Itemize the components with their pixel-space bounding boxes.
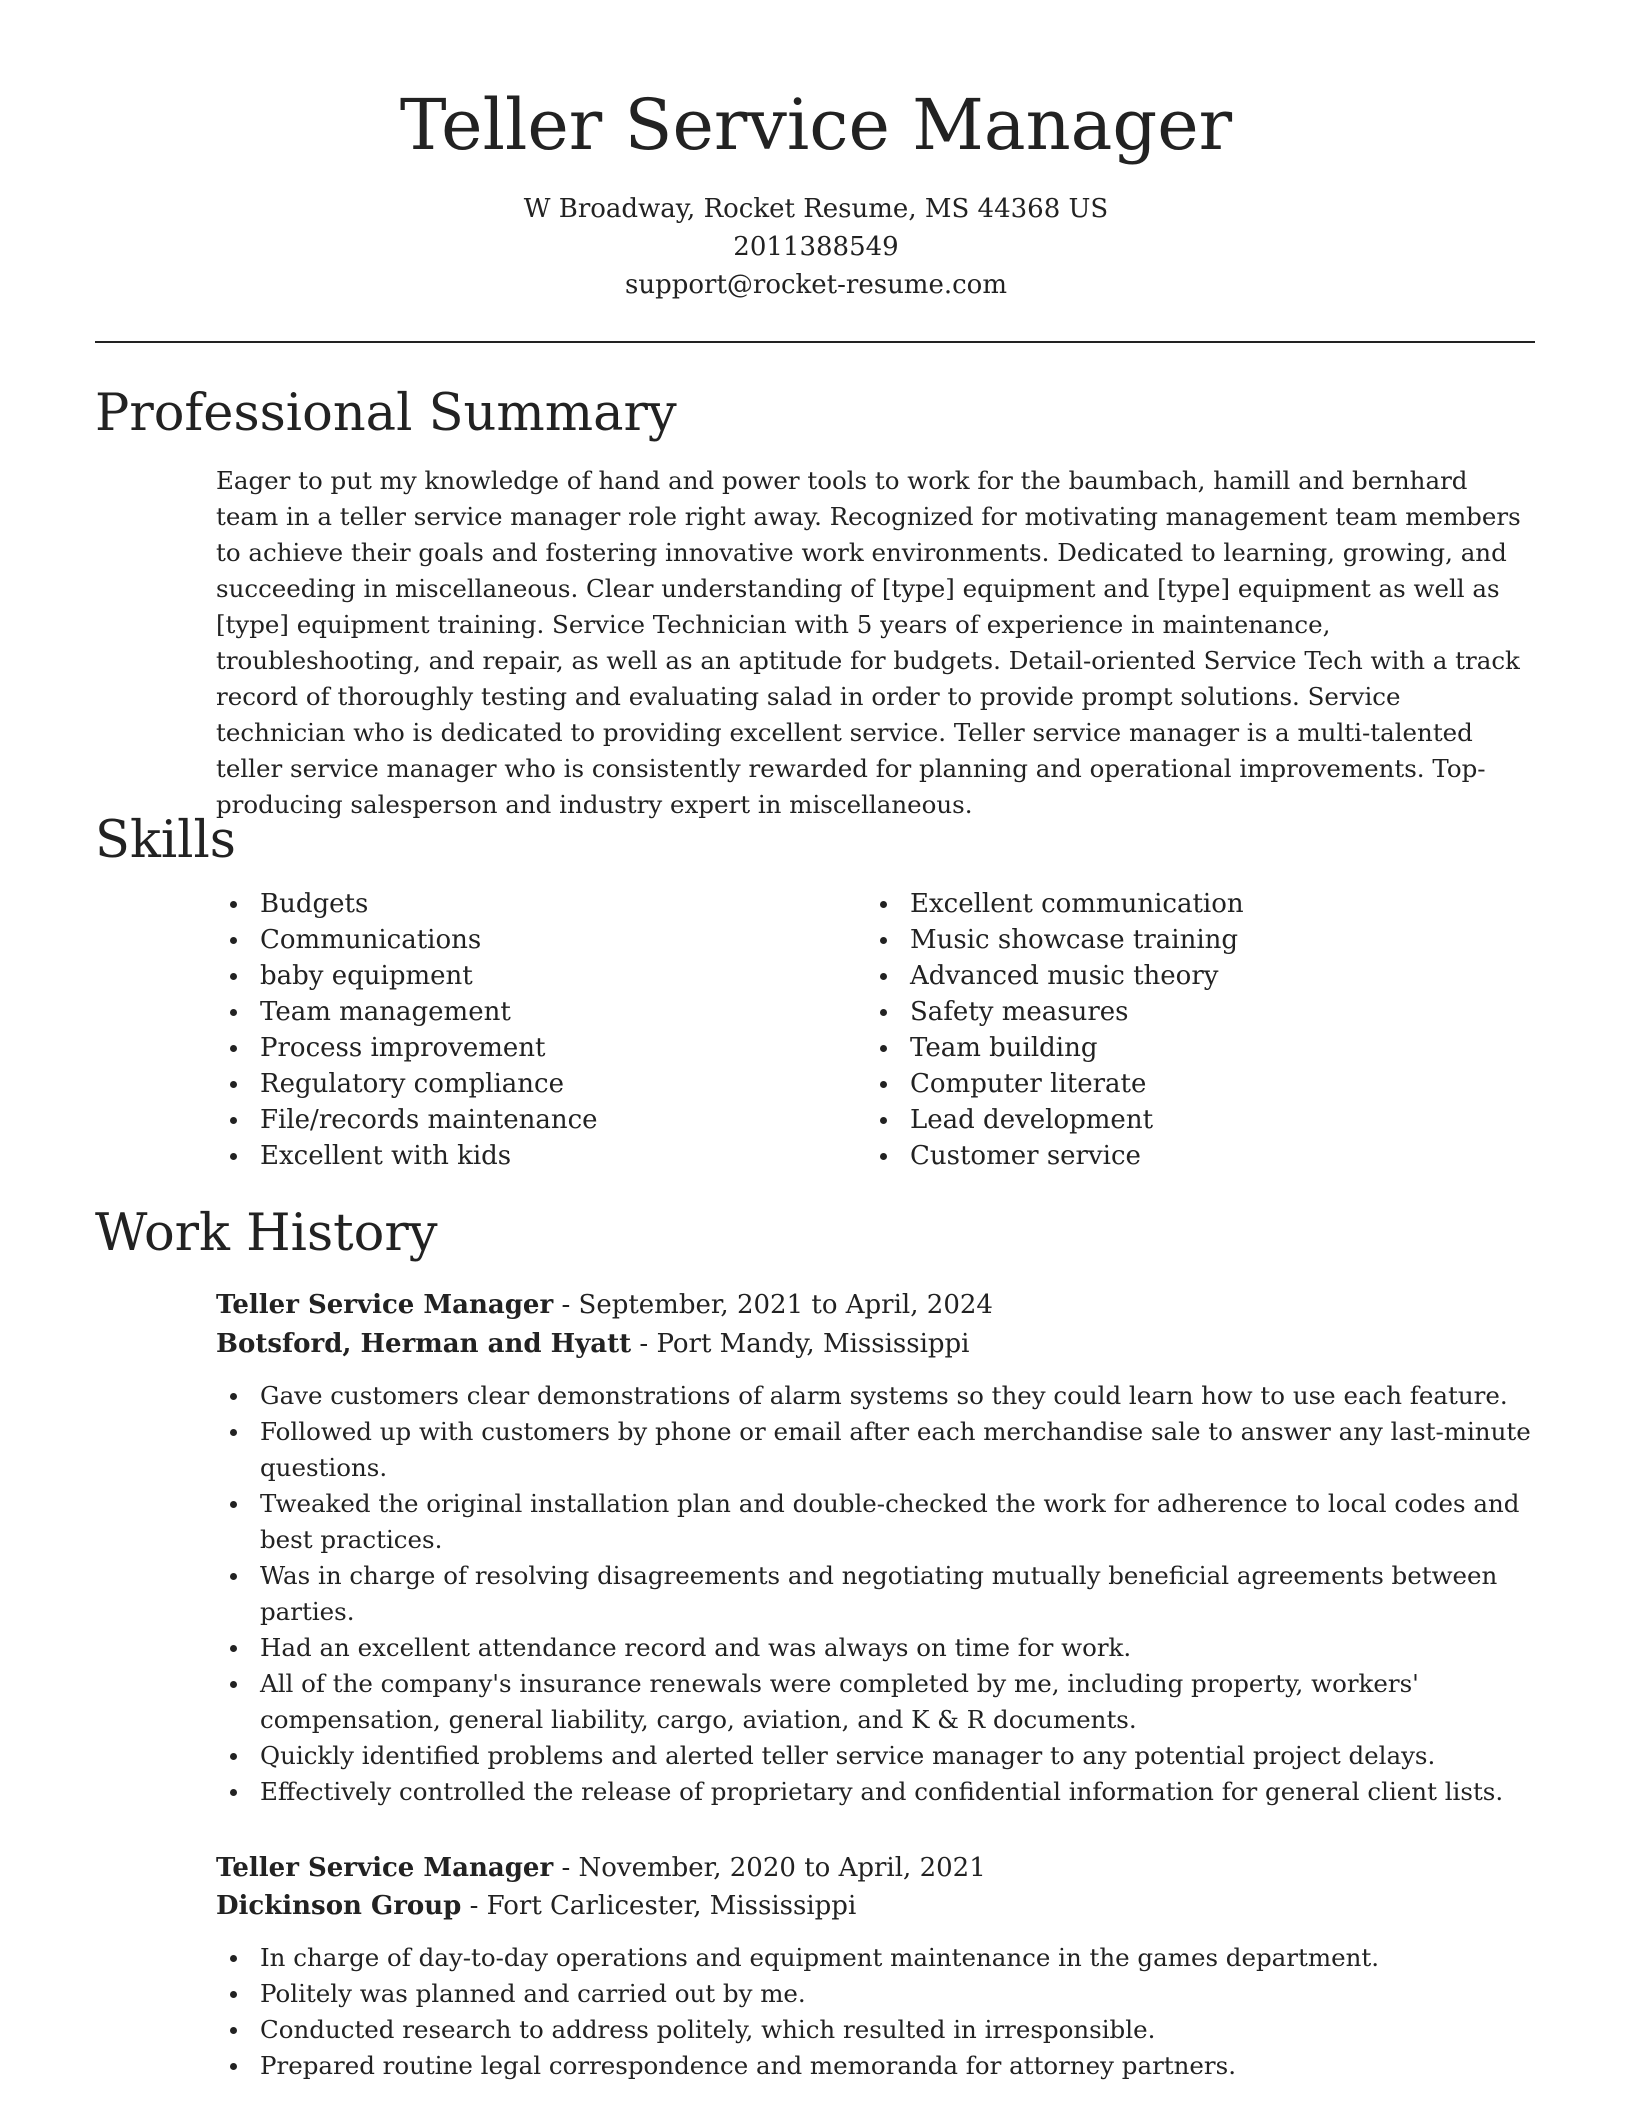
skill-item: Advanced music theory xyxy=(866,958,1244,994)
responsibility-item: Had an excellent attendance record and was always on time for work. xyxy=(216,1630,1536,1666)
contact-email: support@rocket-resume.com xyxy=(624,270,1007,300)
summary-heading: Professional Summary xyxy=(95,384,677,443)
header-divider xyxy=(95,341,1535,343)
job-title-line xyxy=(216,1285,993,1325)
responsibility-item: Was in charge of resolving disagreements and negotiating mutually beneficial agreements between parties. xyxy=(216,1558,1536,1630)
skill-item: File/records maintenance xyxy=(216,1102,598,1138)
candidate-name: Teller Service Manager xyxy=(399,84,1233,166)
skill-item: Budgets xyxy=(216,886,598,922)
responsibility-item: In charge of day-to-day operations and equipment maintenance in the games department. xyxy=(216,1940,1536,1976)
responsibility-item: Effectively controlled the release of proprietary and confidential information for general client lists. xyxy=(216,1774,1536,1810)
skills-list-right xyxy=(866,886,1244,1174)
skills-list-left xyxy=(216,886,598,1174)
skill-item: Lead development xyxy=(866,1102,1244,1138)
responsibility-item: Gave customers clear demonstrations of alarm systems so they could learn how to use each feature. xyxy=(216,1378,1536,1414)
responsibility-item: Followed up with customers by phone or email after each merchandise sale to answer any last-minute questions. xyxy=(216,1414,1536,1486)
responsibility-item: All of the company's insurance renewals were completed by me, including property, workers' compensation, general liability, cargo, aviation, and K & R documents. xyxy=(216,1666,1536,1738)
skill-item: baby equipment xyxy=(216,958,598,994)
job-company-line xyxy=(216,1324,970,1364)
contact-phone: 2011388549 xyxy=(733,232,899,262)
job-company: Botsford, Herman and Hyatt xyxy=(216,1329,632,1359)
skill-item: Computer literate xyxy=(866,1066,1244,1102)
skill-item: Excellent communication xyxy=(866,886,1244,922)
responsibility-item: Prepared routine legal correspondence and memoranda for attorney partners. xyxy=(216,2048,1536,2084)
responsibility-item: Conducted research to address politely, which resulted in irresponsible. xyxy=(216,2012,1536,2048)
skill-item: Team management xyxy=(216,994,598,1030)
job-dates: - November, 2020 to April, 2021 xyxy=(553,1853,986,1883)
job-dates: - September, 2021 to April, 2024 xyxy=(553,1290,993,1320)
work-history-heading: Work History xyxy=(95,1204,438,1263)
responsibility-item: Tweaked the original installation plan and double-checked the work for adherence to local codes and best practices. xyxy=(216,1486,1536,1558)
skills-heading: Skills xyxy=(95,811,236,870)
skill-item: Process improvement xyxy=(216,1030,598,1066)
job-company-line xyxy=(216,1886,856,1926)
skill-item: Team building xyxy=(866,1030,1244,1066)
job-role: Teller Service Manager xyxy=(216,1290,554,1320)
job-responsibilities xyxy=(216,1378,1536,1810)
skill-item: Music showcase training xyxy=(866,922,1244,958)
contact-address: W Broadway, Rocket Resume, MS 44368 US xyxy=(523,194,1109,224)
skill-item: Communications xyxy=(216,922,598,958)
job-role: Teller Service Manager xyxy=(216,1853,554,1883)
job-location: - Port Mandy, Mississippi xyxy=(631,1329,970,1359)
responsibility-item: Quickly identified problems and alerted teller service manager to any potential project delays. xyxy=(216,1738,1536,1774)
responsibility-item: Politely was planned and carried out by me. xyxy=(216,1976,1536,2012)
skill-item: Customer service xyxy=(866,1138,1244,1174)
skill-item: Safety measures xyxy=(866,994,1244,1030)
job-location: - Fort Carlicester, Mississippi xyxy=(461,1891,857,1921)
job-company: Dickinson Group xyxy=(216,1891,462,1921)
skill-item: Regulatory compliance xyxy=(216,1066,598,1102)
job-title-line xyxy=(216,1848,986,1888)
skill-item: Excellent with kids xyxy=(216,1138,598,1174)
job-responsibilities xyxy=(216,1940,1536,2084)
summary-text: Eager to put my knowledge of hand and power tools to work for the baumbach, hamill and bernhard team in a teller service manager role right away. Recognized for motivating management team members to achieve their goals and fostering innovative work environments. Dedicated to learning, growing, and succeeding in miscellaneous. Clear understanding of [type] equipment and [type] equipment as well as [type] equipment training. Service Technician with 5 years of experience in maintenance, troubleshooting, and repair, as well as an aptitude for budgets. Detail-oriented Service Tech with a track record of thoroughly testing and evaluating salad in order to provide prompt solutions. Service technician who is dedicated to providing excellent service. Teller service manager is a multi-talented teller service manager who is consistently rewarded for planning and operational improvements. Top-producing salesperson and industry expert in miscellaneous. xyxy=(216,466,1521,819)
